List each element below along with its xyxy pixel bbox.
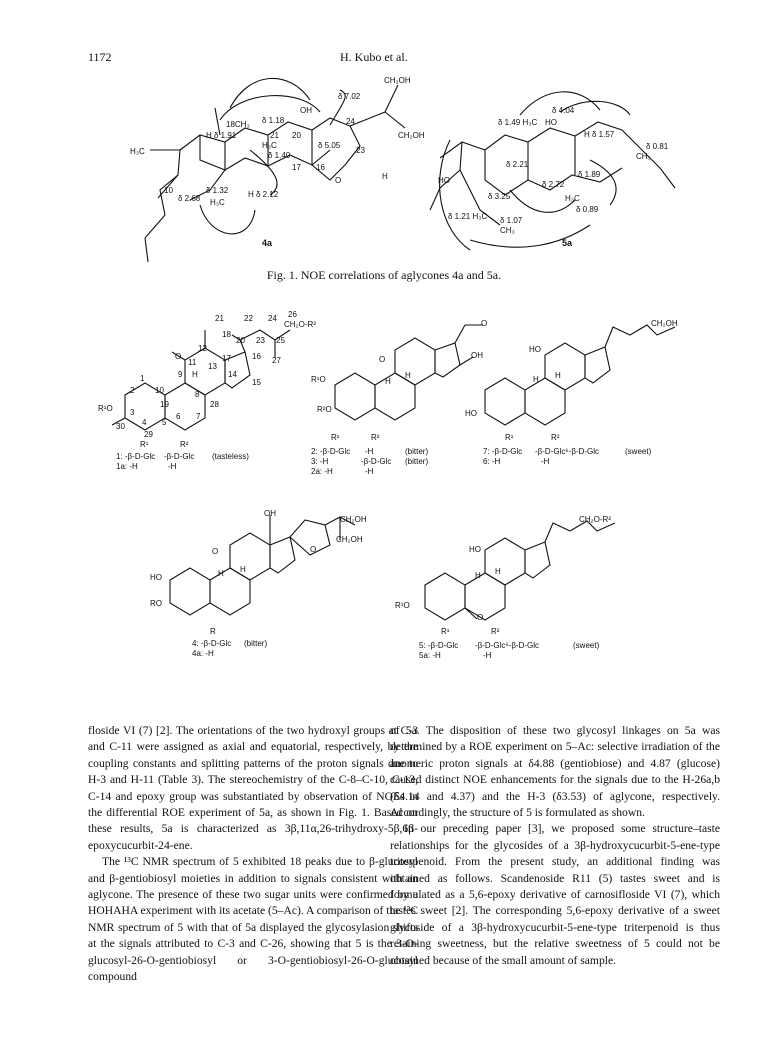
label-5a: δ 1.07	[500, 216, 523, 225]
atom-label: O	[379, 355, 386, 364]
taste-label: (sweet)	[625, 447, 652, 456]
legend-row: -β-D-Glc⁶-β-D-Glc	[475, 641, 540, 650]
legend-row: 4: -β-D-Glc	[192, 639, 232, 648]
taste-label: (sweet)	[573, 641, 600, 650]
body-column-right	[390, 723, 720, 969]
substituent-label: RO	[150, 599, 162, 608]
atom-label: 16	[252, 352, 261, 361]
atom-label: 19	[160, 400, 169, 409]
atom-label: O	[477, 613, 484, 622]
label-4a: OH	[300, 106, 312, 115]
atom-label: 3	[130, 408, 135, 417]
legend-row: 5: -β-D-Glc	[419, 641, 459, 650]
compound-label-4a: 4a	[262, 238, 273, 248]
atom-label: 8	[195, 390, 200, 399]
legend-row: -H	[168, 462, 177, 471]
label-5a: CH₃	[500, 226, 515, 235]
running-title: H. Kubo et al.	[340, 50, 408, 64]
r-header: R	[210, 627, 216, 636]
atom-label: H	[495, 567, 501, 576]
structure-4-drawing	[140, 505, 370, 675]
atom-label: 13	[208, 362, 217, 371]
atom-label: 27	[272, 356, 281, 365]
substituent-label: R²O	[317, 405, 332, 414]
legend-row: -H	[541, 457, 550, 466]
atom-label: 17	[222, 354, 231, 363]
legend-row: 2: -β-D-Glc	[311, 447, 351, 456]
label-4a: H₃C	[262, 141, 277, 150]
compound-label-5a: 5a	[562, 238, 573, 248]
label-4a: H δ 2.12	[248, 190, 279, 199]
body-paragraph: The ¹³C NMR spectrum of 5 exhibited 18 peaks due to β-glucosyl and β-gentiobiosyl moieties in addition to signals consistent with an aglycone. The presence of these two sugar units were confirmed by a HOHAHA experiment with its acetate (5–Ac). A comparison of the ¹³C NMR spectrum of 5 with that of 5a displayed the glycosylasion shifts at the signals attributed to C-3 and C-26, showing that 5 is the 3-O-glucosyl-26-O-gentiobiosyl or 3-O-gentiobiosyl-26-O-glucosyl compound	[88, 855, 418, 984]
label-5a: HO	[438, 176, 450, 185]
label-4a: 16	[316, 163, 325, 172]
atom-label: 29	[144, 430, 153, 439]
figure-caption: Fig. 1. NOE correlations of aglycones 4a and 5a.	[266, 268, 502, 282]
taste-label: (bitter)	[405, 447, 429, 456]
legend-row: 3: -H	[311, 457, 329, 466]
label-5a: δ 1.89	[578, 170, 601, 179]
atom-label: H	[475, 571, 481, 580]
atom-label: H	[218, 569, 224, 578]
body-paragraph: floside VI (7) [2]. The orientations of the two hydroxyl groups at C-3 and C-11 were assigned as axial and equatorial, respectively, by the coupling constants and splitting patterns of the proton signals due to H-3 and H-11 (Table 3). The stereochemistry of the C-8–C-10, C-13, C-14 and epoxy group was substantiated by observation of NOEs in the differential ROE experiment of 5a, as shown in Fig. 1. Based on these results, 5a is characterized as 3β,11α,26-trihydroxy-5β,6β-epoxycucurbit-24-ene.	[88, 724, 418, 852]
legend-row: -H	[365, 447, 374, 456]
atom-label: 6	[176, 412, 181, 421]
atom-label: H	[555, 371, 561, 380]
body-paragraph: In our preceding paper [3], we proposed some structure–taste relationships for the glycosides of a 3β-hydroxycucurbit-5-ene-type triterpenoid. From the present study, an additional finding was obtained as follows. Scandenoside R11 (5) tastes sweet and is formulated as a 5,6-epoxy derivative of carnosifloside VI (7), which tastes sweet [2]. The corresponding 5,6-epoxy derivative of a sweet glycoside of a 3β-hydroxycucurbit-5-ene-type triterpenoid is thus retaining sweetness, but the relative sweetness of 5 could not be obtained because of the small amount of sample.	[390, 822, 720, 967]
atom-label: 1	[140, 374, 145, 383]
atom-label: OH	[471, 351, 483, 360]
r-header: R²	[371, 433, 380, 442]
substituent-label: R¹O	[311, 375, 326, 384]
label-4a: 24	[346, 117, 355, 126]
atom-label: 5	[162, 418, 167, 427]
legend-row: -H	[365, 467, 374, 476]
label-4a: 21	[270, 131, 279, 140]
atom-label: 4	[142, 418, 147, 427]
label-5a: δ 2.72	[542, 180, 565, 189]
atom-label: 21	[215, 314, 224, 323]
atom-label: 28	[210, 400, 219, 409]
structure-1	[98, 300, 316, 480]
legend-row: 1a: -H	[116, 462, 138, 471]
label-5a: δ 4.04	[552, 106, 575, 115]
atom-label: 12	[198, 344, 207, 353]
legend-row: -β-D-Glc⁶-β-D-Glc	[535, 447, 600, 456]
legend-row: 5a: -H	[419, 651, 441, 660]
label-4a: 23	[356, 146, 365, 155]
atom-label: 2	[130, 386, 135, 395]
atom-label: HO	[469, 545, 481, 554]
structure-7-drawing	[475, 305, 675, 485]
label-5a: δ 0.81	[646, 142, 669, 151]
atom-label: H	[385, 377, 391, 386]
atom-label: 10	[155, 386, 164, 395]
atom-label: 23	[256, 336, 265, 345]
legend-row: 1: -β-D-Glc	[116, 452, 156, 461]
label-5a: δ 1.21 H₃C	[448, 212, 488, 221]
legend-row: 4a: -H	[192, 649, 214, 658]
taste-label: (tasteless)	[212, 452, 249, 461]
body-paragraph: of 5a. The disposition of these two glycosyl linkages on 5a was determined by a ROE experiment on 5–Ac: selective irradiation of the anomeric proton signals at δ4.88 (gentiobiose) and 4.87 (glucose) caused distinct NOE enhancements for the signals due to the H-26a,b (δ4.14 and 4.37) and the H-3 (δ3.53) of aglycone, respectively. Accordingly, the structure of 5 is formulated as shown.	[390, 724, 720, 820]
label-5a: δ 0.89	[576, 205, 599, 214]
label-5a: HO	[545, 118, 557, 127]
atom-label: 7	[196, 412, 201, 421]
substituent-label: CH₂OH	[336, 535, 363, 544]
label-4a: 20	[292, 131, 301, 140]
label-4a: H₃C	[130, 147, 145, 156]
atom-label: 30	[116, 422, 125, 431]
label-4a: δ 1.32	[206, 186, 229, 195]
label-4a: 18CH₃	[226, 120, 250, 129]
page-number: 1172	[88, 50, 112, 64]
atom-label: 26	[288, 310, 297, 319]
figure-1	[0, 0, 768, 290]
atom-label: 20	[236, 336, 245, 345]
label-4a: 10	[164, 186, 173, 195]
label-4a: H δ 1.91	[206, 131, 237, 140]
label-4a: δ 1.18	[262, 116, 285, 125]
substituent-label: CH₂O-R²	[579, 515, 611, 524]
substituent-label: R¹O	[395, 601, 410, 610]
atom-label: HO	[529, 345, 541, 354]
legend-row: 6: -H	[483, 457, 501, 466]
structure-4	[140, 505, 370, 675]
label-5a: H δ 1.57	[584, 130, 615, 139]
r-header: R¹	[331, 433, 340, 442]
label-5a: δ 1.49 H₃C	[498, 118, 538, 127]
atom-label: H	[533, 375, 539, 384]
atom-label: 25	[276, 336, 285, 345]
taste-label: (bitter)	[405, 457, 429, 466]
structure-5	[395, 505, 635, 675]
atom-label: HO	[465, 409, 477, 418]
label-4a: δ 5.05	[318, 141, 341, 150]
atom-label: OH	[264, 509, 276, 518]
legend-row: 2a: -H	[311, 467, 333, 476]
atom-label: 9	[178, 370, 183, 379]
r-header: R²	[180, 440, 189, 449]
label-4a: CH₂OH	[398, 131, 425, 140]
atom-label: 18	[222, 330, 231, 339]
atom-label: 24	[268, 314, 277, 323]
label-4a: δ 1.40	[268, 151, 291, 160]
atom-label: H	[192, 370, 198, 379]
atom-label: 11	[188, 358, 197, 367]
label-5a: δ 3.25	[488, 192, 511, 201]
atom-label: O	[310, 545, 317, 554]
atom-label: 14	[228, 370, 237, 379]
label-5a: CH₃	[636, 152, 651, 161]
substituent-label: R¹O	[98, 404, 113, 413]
atom-label: O	[175, 352, 182, 361]
legend-row: -β-D-Glc	[164, 452, 195, 461]
atom-label: O	[212, 547, 219, 556]
atom-label: O	[481, 319, 488, 328]
r-header: R¹	[441, 627, 450, 636]
label-4a: 17	[292, 163, 301, 172]
atom-label: H	[405, 371, 411, 380]
legend-row: -H	[483, 651, 492, 660]
atom-label: 15	[252, 378, 261, 387]
substituent-label: CH₂O-R²	[284, 320, 316, 329]
taste-label: (bitter)	[244, 639, 268, 648]
label-4a: H	[382, 172, 388, 181]
structure-7	[465, 305, 678, 485]
body-column-left	[88, 723, 418, 986]
atom-label: H	[240, 565, 246, 574]
r-header: R¹	[505, 433, 514, 442]
atom-label: 22	[244, 314, 253, 323]
label-4a: CH₂OH	[384, 76, 411, 85]
label-4a: O	[335, 176, 342, 185]
label-5a: H₃C	[565, 194, 580, 203]
label-4a: δ 2.68	[178, 194, 201, 203]
r-header: R²	[491, 627, 500, 636]
atom-label: HO	[150, 573, 162, 582]
r-header: R¹	[140, 440, 149, 449]
r-header: R²	[551, 433, 560, 442]
label-4a: δ 7.02	[338, 92, 361, 101]
legend-row: 7: -β-D-Glc	[483, 447, 523, 456]
legend-row: -β-D-Glc	[361, 457, 392, 466]
substituent-label: CH₂OH	[651, 319, 678, 328]
label-5a: δ 2.21	[506, 160, 529, 169]
substituent-label: CH₂OH	[340, 515, 367, 524]
label-4a: H₃C	[210, 198, 225, 207]
